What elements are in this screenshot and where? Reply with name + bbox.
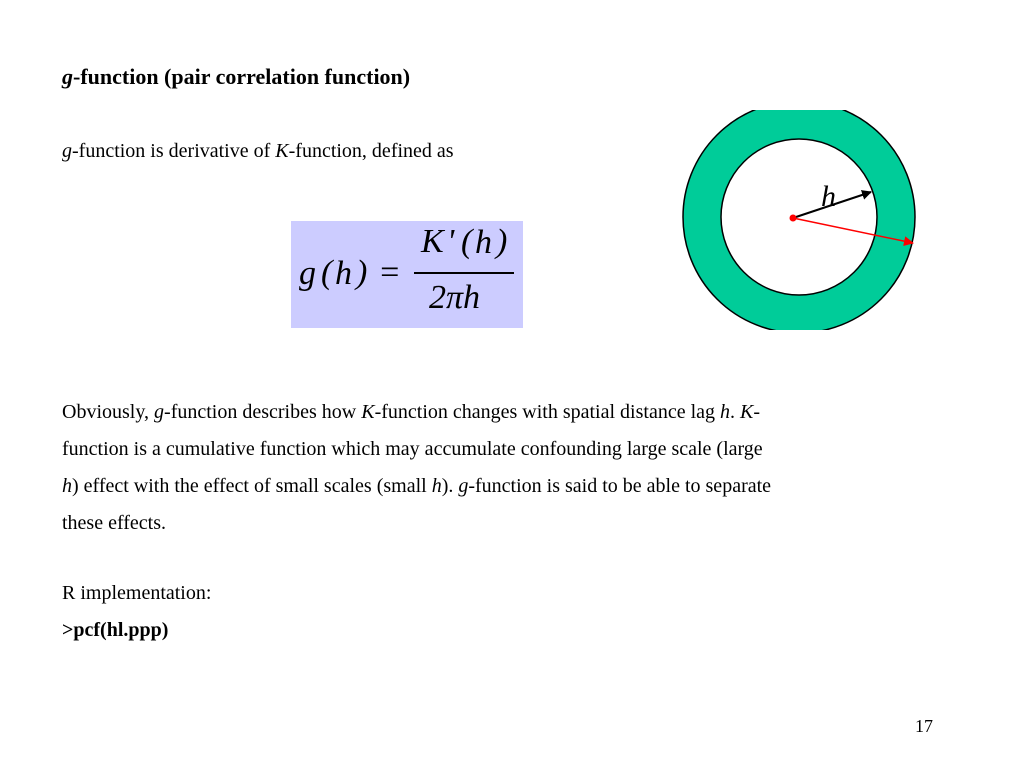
center-point — [790, 215, 797, 222]
p1-d: . — [730, 401, 741, 423]
paragraph-line-2: function is a cumulative function which may accumulate confounding large scale (large — [62, 438, 763, 460]
paragraph-line-4: these effects. — [62, 512, 167, 534]
explanation-paragraph — [62, 394, 982, 542]
p1-c: -function changes with spatial distance lag — [374, 401, 721, 423]
formula-num-h: h — [475, 224, 492, 261]
formula-lhs-h: h — [335, 255, 352, 292]
def-text-2: -function, defined as — [288, 140, 454, 162]
p1-h: h — [720, 401, 731, 423]
formula-equals: = — [378, 254, 401, 291]
p1-k: K — [361, 401, 375, 423]
r-implementation-label: R implementation: — [62, 582, 212, 604]
def-text-1: -function is derivative of — [72, 140, 276, 162]
p3-b: ). — [441, 475, 459, 497]
formula-box — [291, 221, 523, 328]
page-number: 17 — [915, 716, 933, 736]
formula-denominator: 2πh — [429, 279, 481, 316]
def-k-var: K — [275, 140, 289, 162]
fraction-bar — [414, 272, 514, 274]
p1-a: Obviously, — [62, 401, 155, 423]
p1-e: - — [753, 401, 761, 423]
p1-b: -function describes how — [164, 401, 362, 423]
p3-a: ) effect with the effect of small scales (small — [72, 475, 432, 497]
paragraph-line-1 — [62, 394, 982, 431]
formula-num-open: ( — [461, 223, 473, 260]
p3-h2: h — [431, 475, 442, 497]
ring-diagram — [680, 110, 920, 330]
formula-lhs-open: ( — [321, 254, 333, 291]
formula-num-prime: ' — [447, 223, 455, 260]
formula-lhs-close: ) — [356, 254, 368, 291]
formula-lhs-g: g — [299, 255, 316, 292]
r-code-line: >pcf(hl.ppp) — [62, 619, 169, 641]
formula-num-k: K — [421, 223, 444, 260]
formula-num-close: ) — [496, 223, 508, 260]
title-text: -function (pair correlation function) — [73, 64, 411, 89]
p3-c: -function is said to be able to separate — [468, 475, 772, 497]
def-g-var: g — [62, 140, 72, 162]
p3-h: h — [62, 475, 72, 497]
paragraph-line-3 — [62, 468, 982, 505]
title-g-var: g — [62, 64, 73, 89]
p1-k2: K — [740, 401, 754, 423]
p1-g: g — [154, 401, 165, 423]
p3-g: g — [458, 475, 469, 497]
radius-label: h — [821, 180, 836, 213]
definition-line — [62, 140, 454, 163]
slide-title — [62, 64, 410, 90]
